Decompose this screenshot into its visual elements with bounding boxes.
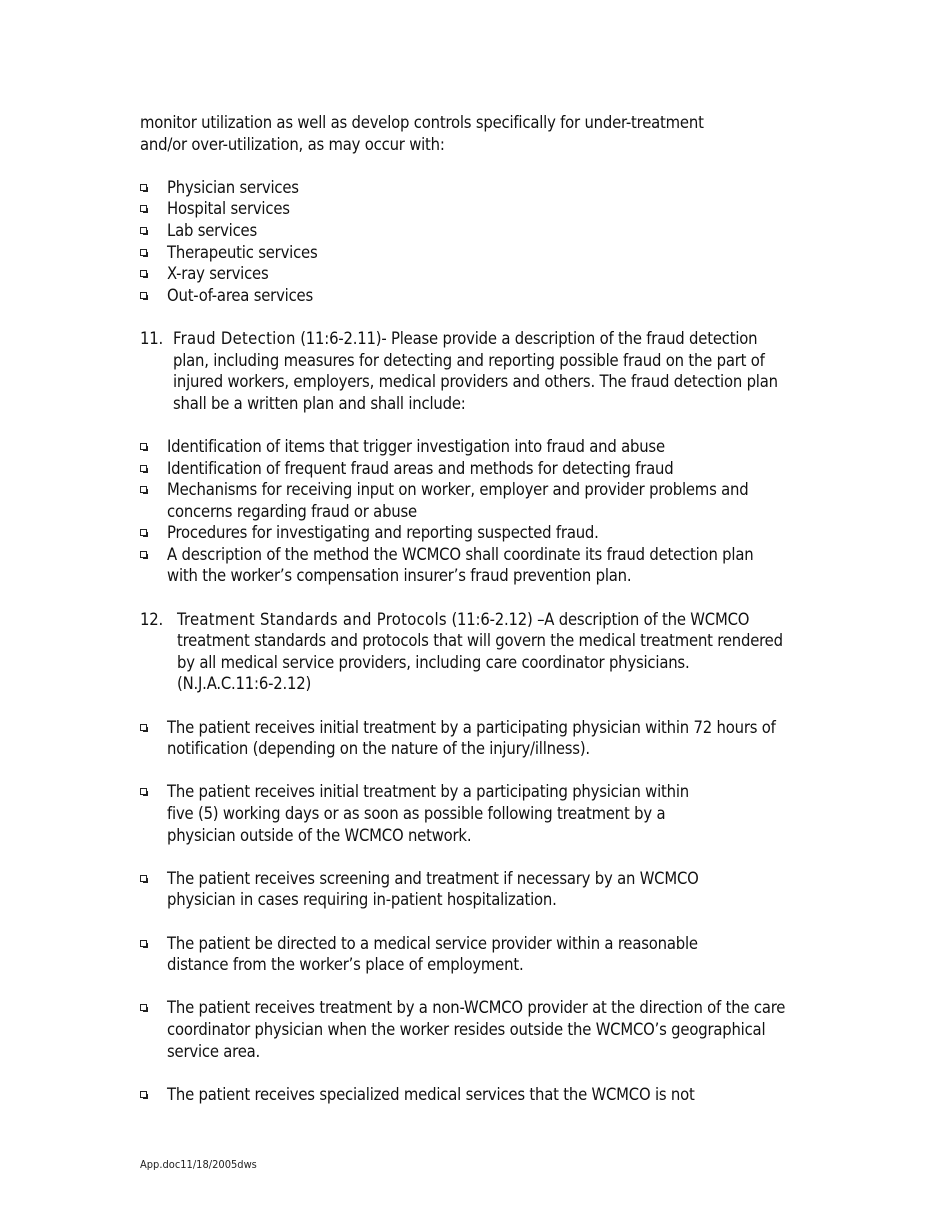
list-item: Out-of-area services bbox=[140, 285, 840, 307]
list-item: Identification of frequent fraud areas and methods for detecting fraud bbox=[140, 458, 840, 480]
list-item: Lab services bbox=[140, 220, 840, 242]
checkbox-bullet-icon bbox=[140, 788, 147, 795]
list-item: Therapeutic services bbox=[140, 242, 840, 264]
list-item: The patient receives initial treatment by a participating physician within 72 hours of notification (depending on the nature of the injury/illness). bbox=[140, 717, 840, 760]
list-item: X-ray services bbox=[140, 263, 840, 285]
section-11-fraud-detection: 11. Fraud Detection (11:6-2.11)- Please provide a description of the fraud detection plan, including measures for detecting and reporting possible fraud on the part of injured workers, employers, medical providers and others. The fraud detection plan shall be a written plan and shall include: bbox=[140, 328, 778, 413]
checkbox-bullet-icon bbox=[140, 529, 147, 536]
checkbox-bullet-icon bbox=[140, 1091, 147, 1098]
list-item: Identification of items that trigger investigation into fraud and abuse bbox=[140, 436, 840, 458]
services-list bbox=[140, 177, 840, 307]
checkbox-bullet-icon bbox=[140, 486, 147, 493]
checkbox-bullet-icon bbox=[140, 1004, 147, 1011]
list-item: The patient receives treatment by a non-WCMCO provider at the direction of the care coordinator physician when the worker resides outside the WCMCO’s geographical service area. bbox=[140, 997, 840, 1062]
checkbox-bullet-icon bbox=[140, 249, 147, 256]
checkbox-bullet-icon bbox=[140, 465, 147, 472]
list-item: A description of the method the WCMCO shall coordinate its fraud detection plan with the worker’s compensation insurer’s fraud prevention plan. bbox=[140, 544, 840, 587]
checkbox-bullet-icon bbox=[140, 875, 147, 882]
checkbox-bullet-icon bbox=[140, 551, 147, 558]
checkbox-bullet-icon bbox=[140, 205, 147, 212]
section-heading: Treatment Standards and Protocols bbox=[177, 609, 447, 629]
section-12-treatment-standards: 12. Treatment Standards and Protocols (11:6-2.12) –A description of the WCMCO treatment standards and protocols that will govern the medical treatment rendered by all medical service providers, including care coordinator physicians. (N.J.A.C.11:6-2.12) bbox=[140, 609, 783, 694]
checkbox-bullet-icon bbox=[140, 270, 147, 277]
checkbox-bullet-icon bbox=[140, 292, 147, 299]
list-item: Mechanisms for receiving input on worker, employer and provider problems and concerns regarding fraud or abuse bbox=[140, 479, 840, 522]
checkbox-bullet-icon bbox=[140, 724, 147, 731]
standards-list bbox=[140, 717, 840, 1106]
intro-line-2: and/or over-utilization, as may occur with: bbox=[140, 134, 445, 154]
section-number: 12. bbox=[140, 609, 163, 629]
intro-line-1: monitor utilization as well as develop controls specifically for under-treatment bbox=[140, 113, 704, 132]
checkbox-bullet-icon bbox=[140, 443, 147, 450]
section-number: 11. bbox=[140, 328, 163, 348]
document-footer: App.doc11/18/2005dws bbox=[140, 1158, 257, 1171]
list-item: The patient receives screening and treatment if necessary by an WCMCO physician in cases requiring in-patient hospitalization. bbox=[140, 868, 840, 911]
list-item: Physician services bbox=[140, 177, 840, 199]
list-item: The patient be directed to a medical service provider within a reasonable distance from the worker’s place of employment. bbox=[140, 933, 840, 976]
checkbox-bullet-icon bbox=[140, 940, 147, 947]
document-body bbox=[140, 112, 840, 1105]
checkbox-bullet-icon bbox=[140, 227, 147, 234]
checkbox-bullet-icon bbox=[140, 184, 147, 191]
fraud-items-list bbox=[140, 436, 840, 587]
list-item: Procedures for investigating and reporting suspected fraud. bbox=[140, 522, 840, 544]
list-item: Hospital services bbox=[140, 198, 840, 220]
list-item: The patient receives specialized medical services that the WCMCO is not bbox=[140, 1084, 840, 1106]
section-heading: Fraud Detection bbox=[173, 328, 296, 348]
list-item: The patient receives initial treatment by a participating physician within five (5) working days or as soon as possible following treatment by a physician outside of the WCMCO network. bbox=[140, 781, 840, 846]
